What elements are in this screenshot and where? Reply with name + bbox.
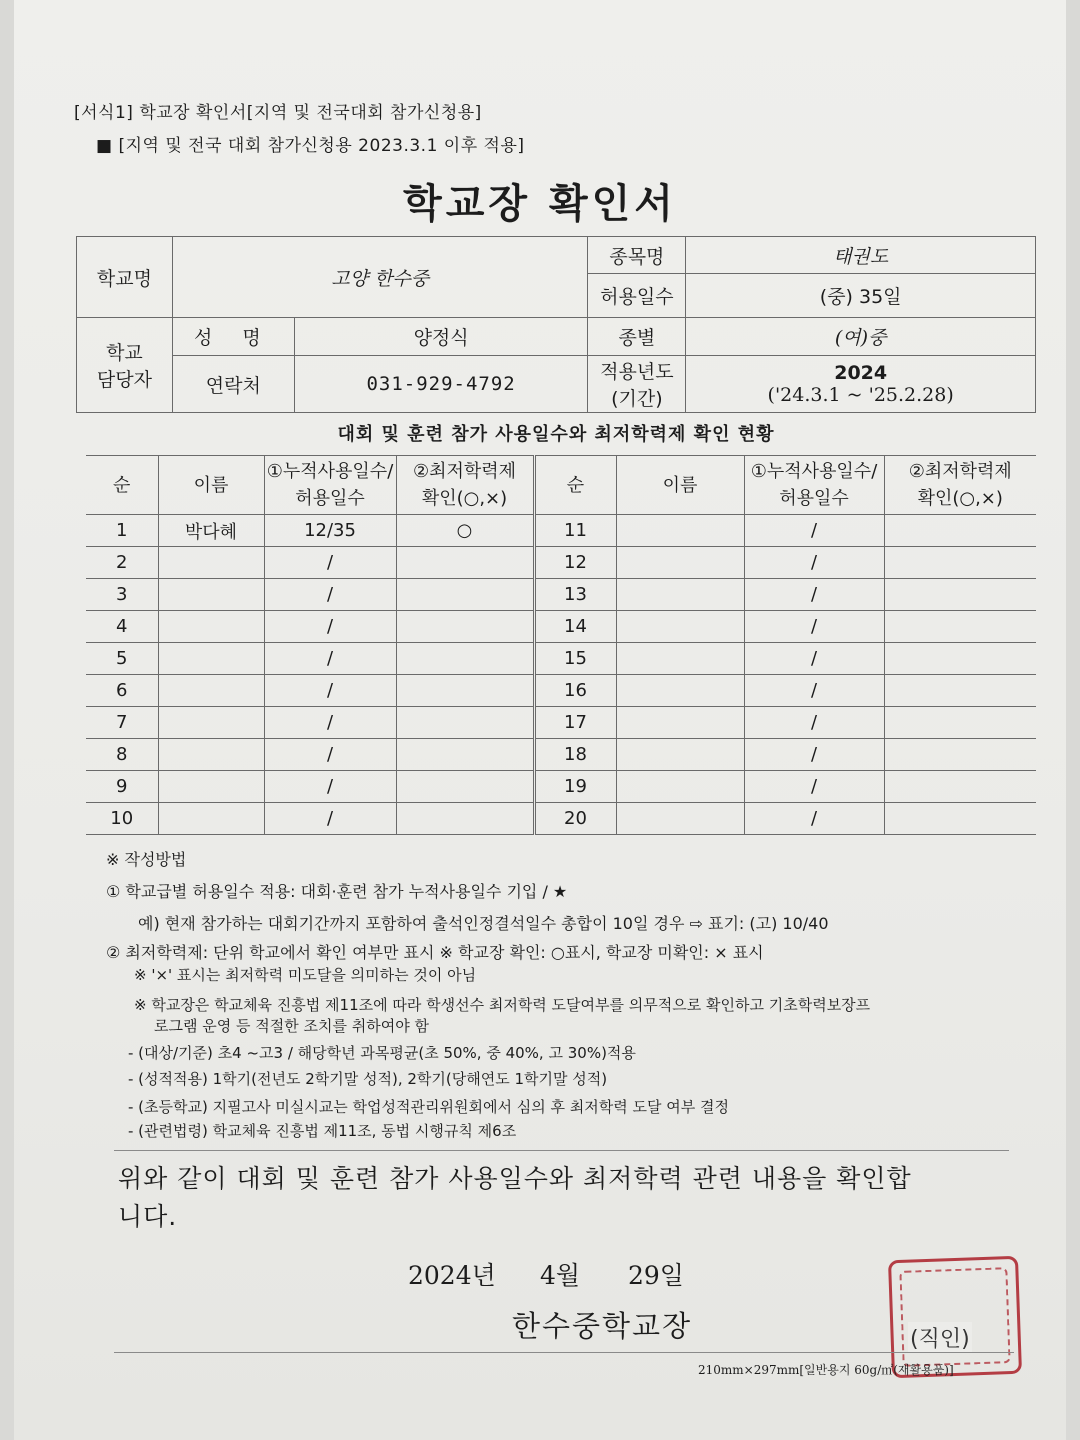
row-check [396, 547, 534, 579]
note-3: ※ '×' 표시는 최저학력 미도달을 의미하는 것이 아님 [134, 966, 477, 984]
contact-value: 031-929-4792 [294, 356, 588, 413]
row-check [396, 643, 534, 675]
row-name [158, 579, 264, 611]
table-row [86, 707, 1036, 739]
row-name: 박다혜 [158, 515, 264, 547]
row-days: / [744, 739, 884, 771]
seal-label: (직인) [908, 1322, 972, 1353]
note-4b: 로그램 운영 등 적절한 조치를 취하여야 함 [154, 1017, 429, 1035]
row-check [884, 675, 1036, 707]
row-no: 4 [86, 611, 158, 643]
row-days: / [264, 547, 396, 579]
official-seal [890, 1258, 1020, 1378]
row-name [616, 579, 744, 611]
detail-4: - (관련법령) 학교체육 진흥법 제11조, 동법 시행규칙 제6조 [128, 1122, 517, 1140]
row-name [616, 611, 744, 643]
form-label: [서식1] 학교장 확인서[지역 및 전국대회 참가신청용] [74, 103, 482, 123]
year-label-line1: 적용년도 [600, 361, 674, 383]
date-month: 4월 [540, 1261, 581, 1290]
row-days: / [744, 515, 884, 547]
row-check [884, 643, 1036, 675]
row-check [396, 611, 534, 643]
col-days-line1: ①누적사용일수/ [266, 461, 394, 482]
school-label: 학교명 [77, 237, 173, 318]
row-days: / [744, 547, 884, 579]
seal-stamp [888, 1256, 1022, 1378]
col-check-line1: ②최저학력제 [908, 461, 1012, 482]
date-year: 2024년 [408, 1261, 496, 1290]
allowed-days-label: 허용일수 [588, 274, 686, 318]
row-check [884, 579, 1036, 611]
row-days: / [744, 675, 884, 707]
row-check: ○ [396, 515, 534, 547]
note-4a: ※ 학교장은 학교체육 진흥법 제11조에 따라 학생선수 최저학력 도달여부를 의무적으로 확인하고 기초학력보장프 [134, 996, 871, 1014]
row-days: / [264, 803, 396, 835]
row-days: / [744, 643, 884, 675]
name-value: 양정식 [294, 318, 588, 356]
row-no: 16 [534, 675, 616, 707]
row-name [616, 547, 744, 579]
row-no: 13 [534, 579, 616, 611]
row-days: / [744, 707, 884, 739]
table-row [86, 803, 1036, 835]
row-no: 12 [534, 547, 616, 579]
table-row [86, 739, 1036, 771]
table-row [86, 643, 1036, 675]
school-value: 고양 한수중 [172, 237, 588, 318]
detail-3: - (초등학교) 지필고사 미실시교는 학업성적관리위원회에서 심의 후 최저학력 도달 여부 결정 [128, 1098, 729, 1116]
year-label [588, 356, 686, 413]
row-no: 9 [86, 771, 158, 803]
year-value: 2024 [834, 362, 888, 384]
table-row [86, 579, 1036, 611]
row-check [396, 675, 534, 707]
period-value: ('24.3.1 ~ '25.2.28) [767, 384, 954, 406]
row-days: / [744, 579, 884, 611]
row-check [884, 707, 1036, 739]
row-check [396, 771, 534, 803]
row-days: / [264, 675, 396, 707]
note-1-example: 예) 현재 참가하는 대회기간까지 포함하여 출석인정결석일수 총합이 10일 경우 ⇨ 표기: (고) 10/40 [138, 914, 829, 933]
row-name [616, 675, 744, 707]
col-check-line2: 확인(○,×) [421, 488, 508, 509]
row-no: 20 [534, 803, 616, 835]
manager-label-line2: 담당자 [96, 369, 152, 391]
col-check-line2: 확인(○,×) [917, 488, 1003, 509]
event-label: 종목명 [588, 237, 686, 274]
row-days: 12/35 [264, 515, 396, 547]
note-1: ① 학교급별 허용일수 적용: 대회·훈련 참가 누적사용일수 기입 / ★ [106, 882, 568, 901]
notes-heading: ※ 작성방법 [106, 850, 187, 869]
confirmation-line2: 니다. [118, 1202, 178, 1231]
row-name [616, 739, 744, 771]
row-name [616, 515, 744, 547]
row-check [396, 739, 534, 771]
row-no: 1 [86, 515, 158, 547]
confirmation-line1: 위와 같이 대회 및 훈련 참가 사용일수와 최저학력 관련 내용을 확인합 [118, 1164, 912, 1193]
row-no: 10 [86, 803, 158, 835]
col-check-right [884, 456, 1036, 515]
divider-bottom [114, 1352, 1014, 1353]
col-check-left [396, 456, 534, 515]
row-days: / [264, 739, 396, 771]
category-value: (여)중 [686, 318, 1036, 356]
col-name-right: 이름 [616, 456, 744, 515]
category-label: 종별 [588, 318, 686, 356]
row-check [884, 547, 1036, 579]
row-check [396, 707, 534, 739]
school-info-table [76, 236, 1036, 413]
row-name [158, 611, 264, 643]
row-no: 8 [86, 739, 158, 771]
manager-label [77, 318, 173, 413]
col-days-right [744, 456, 884, 515]
col-days-line1: ①누적사용일수/ [750, 461, 878, 482]
year-label-line2: (기간) [611, 388, 663, 410]
row-days: / [264, 611, 396, 643]
col-days-line2: 허용일수 [295, 488, 365, 509]
document-page [14, 0, 1066, 1440]
row-name [158, 771, 264, 803]
row-check [884, 515, 1036, 547]
row-no: 14 [534, 611, 616, 643]
row-no: 17 [534, 707, 616, 739]
row-name [158, 675, 264, 707]
contact-label: 연락처 [172, 356, 294, 413]
detail-2: - (성적적용) 1학기(전년도 2학기말 성적), 2학기(당해연도 1학기말 성적) [128, 1070, 608, 1088]
principal-name: 한수중학교장 [512, 1309, 693, 1343]
row-check [396, 579, 534, 611]
row-days: / [744, 771, 884, 803]
row-check [884, 803, 1036, 835]
table-row [86, 547, 1036, 579]
col-days-left [264, 456, 396, 515]
row-check [884, 611, 1036, 643]
row-no: 7 [86, 707, 158, 739]
row-name [158, 707, 264, 739]
row-name [616, 707, 744, 739]
participation-table [86, 455, 1036, 835]
row-no: 5 [86, 643, 158, 675]
row-days: / [744, 803, 884, 835]
row-days: / [264, 579, 396, 611]
row-no: 2 [86, 547, 158, 579]
col-no-left: 순 [86, 456, 158, 515]
row-no: 18 [534, 739, 616, 771]
divider-top [114, 1150, 1009, 1151]
table-row [86, 771, 1036, 803]
row-no: 19 [534, 771, 616, 803]
row-no: 6 [86, 675, 158, 707]
table-row [86, 515, 1036, 547]
row-name [616, 643, 744, 675]
row-days: / [264, 707, 396, 739]
manager-label-line1: 학교 [106, 342, 143, 364]
detail-1: - (대상/기준) 초4 ~고3 / 해당학년 과목평균(초 50%, 중 40%, 고 30%)적용 [128, 1044, 636, 1062]
row-check [884, 771, 1036, 803]
col-name-left: 이름 [158, 456, 264, 515]
row-no: 15 [534, 643, 616, 675]
document-title: 학교장 확인서 [403, 181, 677, 227]
event-value: 태권도 [686, 237, 1036, 274]
row-no: 3 [86, 579, 158, 611]
row-no: 11 [534, 515, 616, 547]
row-days: / [264, 771, 396, 803]
row-name [158, 643, 264, 675]
section-title: 대회 및 훈련 참가 사용일수와 최저학력제 확인 현황 [337, 424, 775, 445]
year-cell [686, 356, 1036, 413]
allowed-days-value: (중) 35일 [686, 274, 1036, 318]
row-days: / [744, 611, 884, 643]
row-check [396, 803, 534, 835]
table-row [86, 611, 1036, 643]
form-notice: ■ [지역 및 전국 대회 참가신청용 2023.3.1 이후 적용] [96, 136, 525, 156]
name-label: 성 명 [172, 318, 294, 356]
table-row [86, 675, 1036, 707]
col-no-right: 순 [534, 456, 616, 515]
col-days-line2: 허용일수 [779, 488, 849, 509]
paper-spec: 210mm×297mm[일반용지 60g/㎡(재활용품)] [698, 1363, 954, 1377]
row-name [158, 547, 264, 579]
col-check-line1: ②최저학력제 [412, 461, 517, 482]
confirmation-text [118, 1160, 1018, 1236]
row-name [616, 771, 744, 803]
note-2: ② 최저학력제: 단위 학교에서 확인 여부만 표시 ※ 학교장 확인: ○표시, 학교장 미확인: × 표시 [106, 943, 764, 962]
row-days: / [264, 643, 396, 675]
row-name [158, 803, 264, 835]
date-day: 29일 [628, 1261, 684, 1290]
row-check [884, 739, 1036, 771]
row-name [616, 803, 744, 835]
row-name [158, 739, 264, 771]
